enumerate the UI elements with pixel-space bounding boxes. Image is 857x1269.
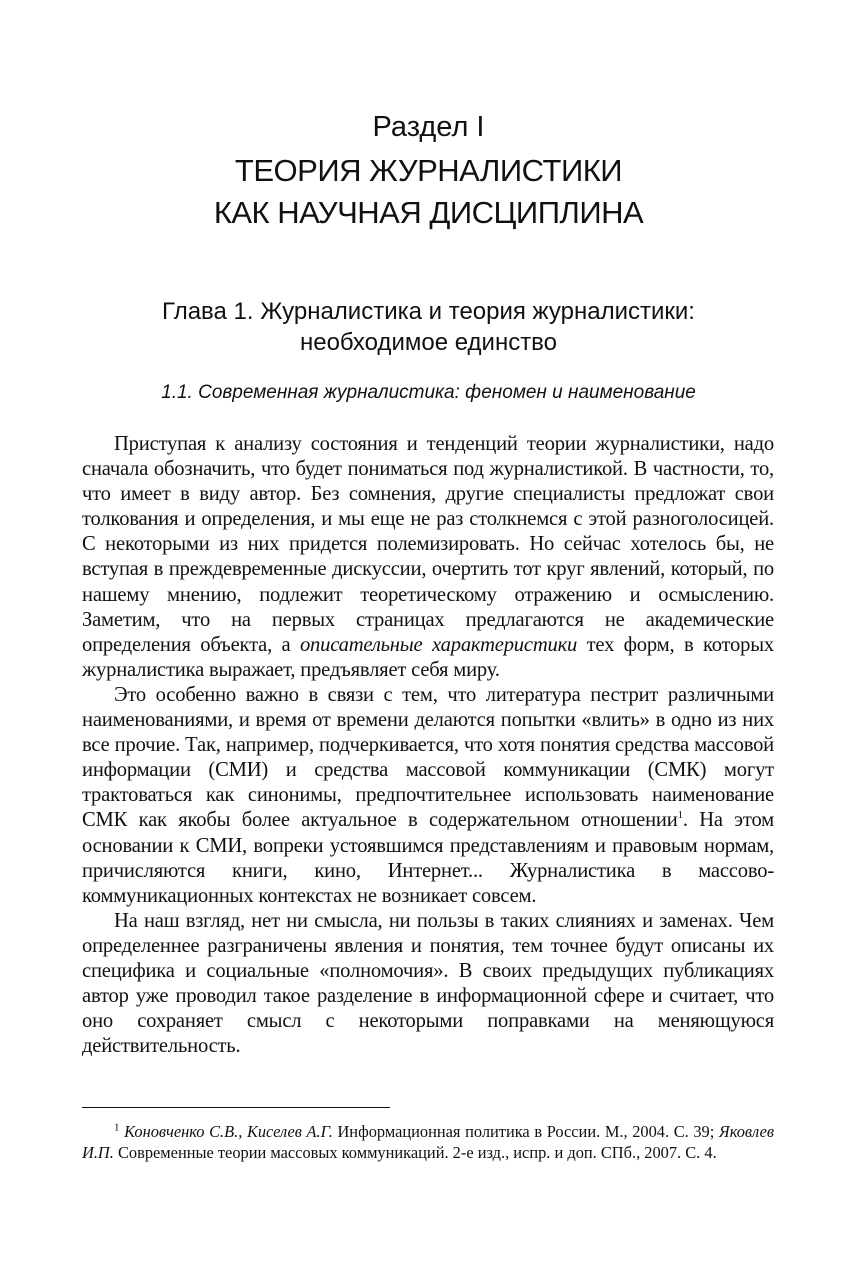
body-text: [82, 432, 774, 1059]
footnote-author-1: Коновченко С.В., Киселев А.Г.: [124, 1122, 333, 1141]
subsection-title: 1.1. Современная журналистика: феномен и наименование: [161, 382, 696, 403]
footnote-divider: [82, 1107, 390, 1108]
section-title: [0, 150, 857, 234]
paragraph-3: На наш взгляд, нет ни смысла, ни пользы в таких слияниях и заменах. Чем определеннее разграничены явления и понятия, тем точнее будут описаны их специфика и социальные «полномочия». В своих предыдущих публикациях автор уже проводил такое разделение в информационной сфере и считает, что оно сохраняет смысл с некоторыми поправками на меняющуюся действительность.: [82, 909, 774, 1058]
footnote-mark: 1: [114, 1121, 120, 1134]
chapter-title-line-1: Глава 1. Журналистика и теория журналистики:: [162, 298, 695, 325]
footnote-reference-2: Современные теории массовых коммуникаций. 2-е изд., испр. и доп. СПб., 2007. С. 4.: [113, 1142, 717, 1162]
paragraph-2: [82, 683, 774, 909]
chapter-title: [0, 296, 857, 358]
paragraph-1-emphasis: описательные характеристики: [299, 633, 578, 656]
footnote-reference[interactable]: 1: [677, 809, 683, 822]
paragraph-1-text: Приступая к анализу состояния и тенденций теории журналистики, надо сначала обозначить, что будет пониматься под журналистикой. В частности, то, что имеет в виду автор. Без сомнения, другие специалисты предложат свои толкования и определения, и мы еще не раз столкнемся с этой разноголосицей. С некоторыми из них придется полемизировать. Но сейчас хотелось бы, не вступая в преждевременные дискуссии, очертить тот круг явлений, который, по нашему мнению, подлежит теоретическому отражению и осмыслению. Заметим, что на первых страницах предлагаются не академические определения объекта, а: [82, 433, 774, 656]
paragraph-1: [82, 432, 774, 683]
section-title-line-2: КАК НАУЧНАЯ ДИСЦИПЛИНА: [213, 195, 644, 230]
chapter-title-line-2: необходимое единство: [299, 329, 558, 356]
paragraph-2-end: . На этом основании к СМИ, вопреки устоявшимся представлениям и правовым нормам, причисляются книги, кино, Интернет... Журналистика в массово-коммуникационных контекстах не возникает совсем.: [82, 809, 774, 907]
footnote-author-2: Яковлев И.П.: [82, 1122, 774, 1162]
section-title-line-1: ТЕОРИЯ ЖУРНАЛИСТИКИ: [234, 153, 623, 188]
section-label: Раздел I: [372, 111, 485, 143]
footnote-reference-1: Информационная политика в России. М., 2004. С. 39;: [332, 1122, 719, 1141]
paragraph-1-end: тех форм, в которых журналистика выражает, предъявляет себя миру.: [82, 633, 774, 681]
footnote: [82, 1122, 774, 1163]
paragraph-2-text: Это особенно важно в связи с тем, что литература пестрит различными наименованиями, и время от времени делаются попытки «влить» в одно из них все прочие. Так, например, подчеркивается, что хотя понятия средства массовой информации (СМИ) и средства массовой коммуникации (СМК) могут трактоваться как синонимы, предпочтительнее использовать наименование СМК как якобы более актуальное в содержательном отношении: [82, 683, 774, 832]
